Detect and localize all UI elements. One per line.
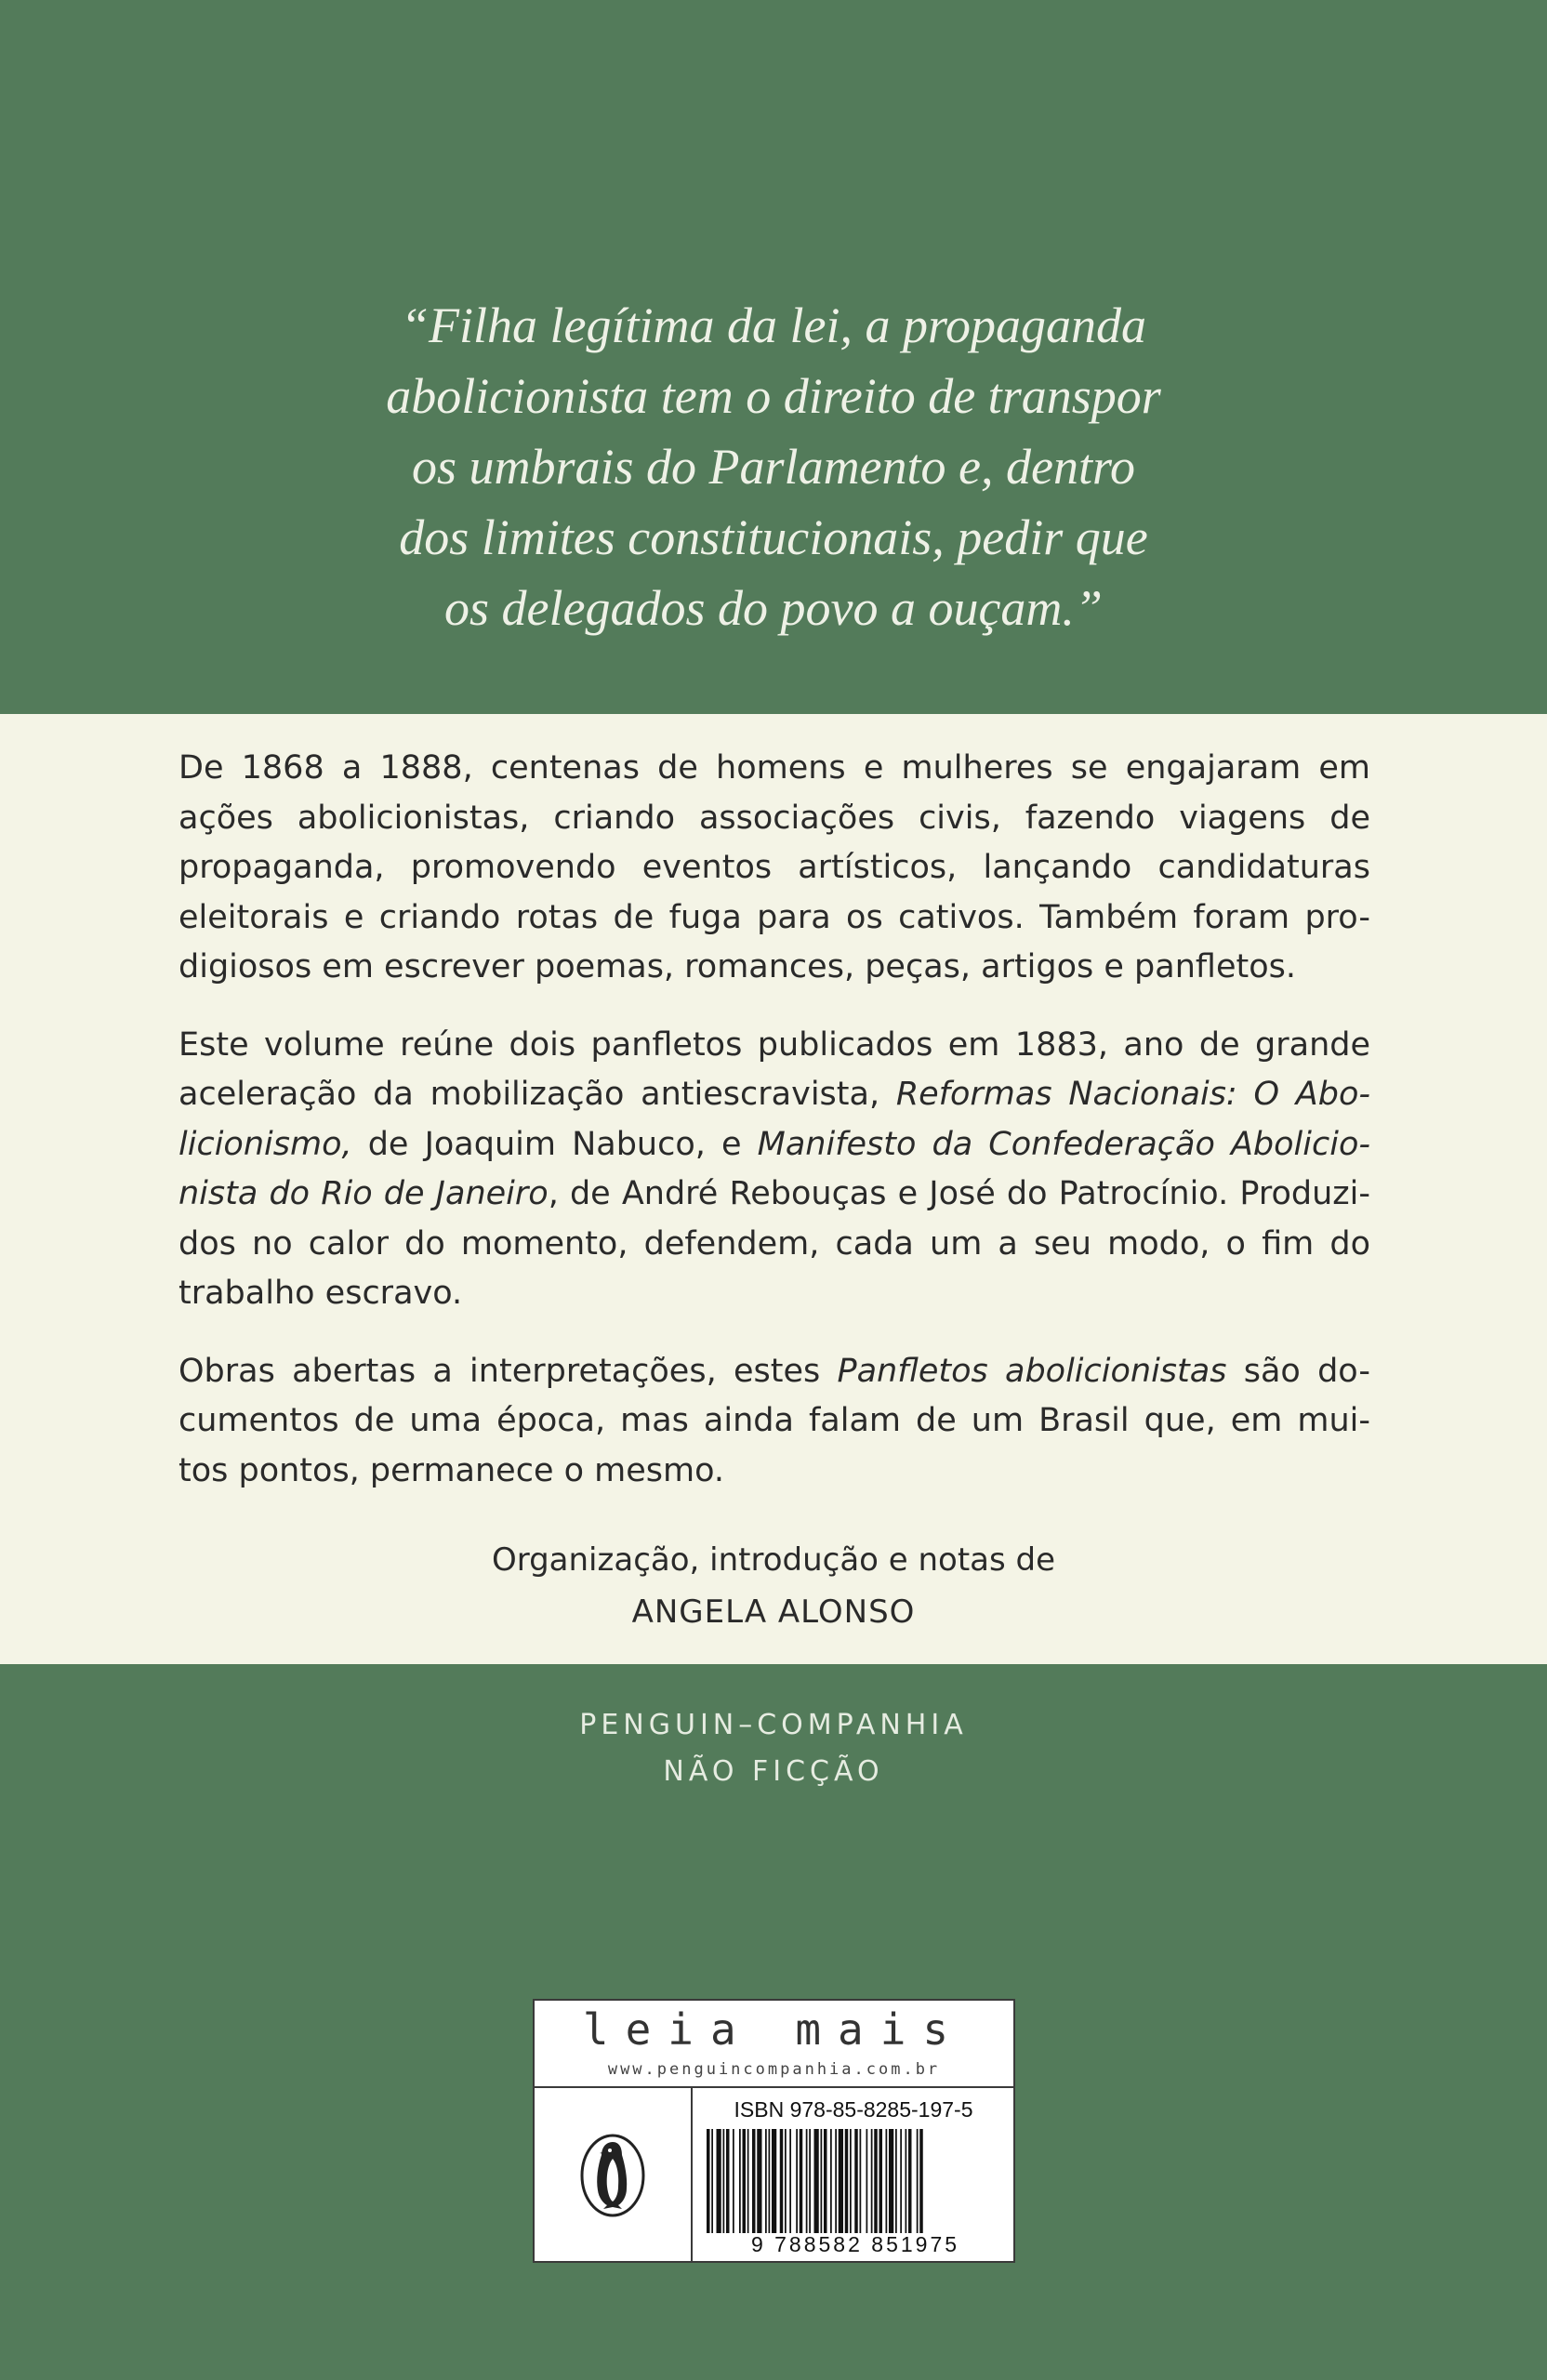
barcode-bar bbox=[726, 2129, 730, 2233]
text-line: Este volume reúne dois panfletos publicados em 1883, ano de grande bbox=[178, 1025, 1370, 1064]
barcode-bar bbox=[780, 2129, 784, 2233]
title-reformas-nacionais: Reformas Nacionais: O Abo- bbox=[895, 1076, 1370, 1113]
barcode-bar bbox=[717, 2129, 721, 2233]
description-paragraph-2 bbox=[178, 1021, 1370, 1319]
text-line: propaganda, promovendo eventos artísticos, lançando candidaturas bbox=[178, 849, 1370, 886]
text-line: tos pontos, permanece o mesmo. bbox=[178, 1451, 725, 1489]
barcode-bar bbox=[769, 2129, 771, 2233]
barcode-bar bbox=[860, 2129, 862, 2233]
barcode-bar bbox=[886, 2129, 888, 2233]
barcode-bar bbox=[821, 2129, 823, 2233]
barcode-bar bbox=[824, 2129, 827, 2233]
barcode-bar bbox=[871, 2129, 873, 2233]
barcode-bar bbox=[906, 2129, 907, 2233]
barcode-bar bbox=[785, 2129, 787, 2233]
publisher-url: www.penguincompanhia.com.br bbox=[607, 2060, 941, 2079]
barcode-bar bbox=[809, 2129, 811, 2233]
text-line bbox=[178, 1120, 1370, 1170]
book-description bbox=[178, 744, 1370, 1524]
penguin-logo-icon bbox=[579, 2133, 646, 2218]
isbn-label: ISBN 978-85-8285-197-5 bbox=[734, 2097, 973, 2122]
ean-digits: 9 788582 851975 bbox=[750, 2232, 960, 2256]
barcode-bar bbox=[845, 2129, 849, 2233]
text-run: , de André Rebouças e José do Patrocínio. Produzi- bbox=[548, 1175, 1371, 1212]
barcode-bar bbox=[723, 2129, 725, 2233]
text-run: aceleração da mobilização antiescravista, bbox=[178, 1076, 896, 1113]
text-line: ações abolicionistas, criando associações civis, fazendo viagens de bbox=[178, 799, 1370, 837]
barcode-bar bbox=[900, 2129, 902, 2233]
barcode-bar bbox=[866, 2129, 868, 2233]
barcode-bar bbox=[814, 2129, 819, 2233]
text-run: são do- bbox=[1226, 1352, 1370, 1390]
text-run: Obras abertas a interpretações, estes bbox=[178, 1352, 838, 1390]
barcode-bar bbox=[889, 2129, 893, 2233]
barcode-icon bbox=[705, 2129, 1006, 2233]
author-name: ANGELA ALONSO bbox=[631, 1593, 916, 1631]
barcode-bar bbox=[739, 2129, 741, 2233]
barcode-bar bbox=[733, 2129, 734, 2233]
description-paragraph-3 bbox=[178, 1347, 1370, 1497]
barcode-bar bbox=[830, 2129, 832, 2233]
pull-quote bbox=[355, 290, 1192, 643]
barcode-bar bbox=[839, 2129, 843, 2233]
barcode-bar bbox=[707, 2129, 710, 2233]
barcode-bar bbox=[919, 2129, 923, 2233]
barcode-bar bbox=[796, 2129, 798, 2233]
barcode-bar bbox=[711, 2129, 713, 2233]
quote-line: os umbrais do Parlamento e, dentro bbox=[412, 439, 1135, 495]
title-reformas-nacionais-cont: licionismo, bbox=[178, 1125, 352, 1163]
barcode-bar bbox=[747, 2129, 749, 2233]
barcode-bar bbox=[850, 2129, 852, 2233]
title-manifesto: Manifesto da Confederação Abolicio- bbox=[757, 1125, 1370, 1163]
text-line bbox=[178, 1070, 1370, 1120]
barcode-bar bbox=[835, 2129, 837, 2233]
leia-mais-title: leia mais bbox=[582, 2004, 966, 2055]
description-paragraph-1 bbox=[178, 744, 1370, 993]
quote-line: dos limites constitucionais, pedir que bbox=[399, 509, 1148, 565]
imprint-publisher: PENGUIN–COMPANHIA bbox=[579, 1709, 968, 1741]
text-line bbox=[178, 1170, 1370, 1220]
barcode-bar bbox=[879, 2129, 883, 2233]
barcode-bar bbox=[772, 2129, 776, 2233]
text-line: cumentos de uma época, mas ainda falam de um Brasil que, em mui- bbox=[178, 1402, 1370, 1439]
barcode-bar bbox=[895, 2129, 897, 2233]
quote-line: os delegados do povo a ouçam.” bbox=[444, 580, 1103, 636]
imprint-category: NÃO FICÇÃO bbox=[663, 1755, 884, 1788]
text-line: eleitorais e criando rotas de fuga para os cativos. Também foram pro- bbox=[178, 898, 1370, 936]
top-green-panel bbox=[0, 0, 1547, 714]
barcode-bar bbox=[752, 2129, 756, 2233]
text-line: De 1868 a 1888, centenas de homens e mulheres se engajaram em bbox=[178, 749, 1370, 787]
text-line bbox=[178, 1347, 1370, 1397]
barcode-bar bbox=[800, 2129, 803, 2233]
title-manifesto-cont: nista do Rio de Janeiro bbox=[178, 1175, 549, 1212]
quote-line: abolicionista tem o direito de transpor bbox=[386, 368, 1161, 424]
barcode-bar bbox=[806, 2129, 808, 2233]
text-line: digiosos em escrever poemas, romances, peças, artigos e panfletos. bbox=[178, 948, 1296, 985]
barcode-bar bbox=[757, 2129, 761, 2233]
barcode-bar bbox=[917, 2129, 919, 2233]
divider bbox=[535, 2086, 1013, 2088]
divider bbox=[691, 2088, 693, 2263]
barcode-bar bbox=[854, 2129, 858, 2233]
text-line: trabalho escravo. bbox=[178, 1275, 463, 1312]
barcode-bar bbox=[908, 2129, 912, 2233]
text-line: dos no calor do momento, defendem, cada um a seu modo, o fim do bbox=[178, 1224, 1370, 1263]
text-run: de Joaquim Nabuco, e bbox=[351, 1125, 758, 1163]
barcode-box bbox=[533, 1999, 1015, 2263]
barcode-bar bbox=[874, 2129, 878, 2233]
credits-label: Organização, introdução e notas de bbox=[491, 1541, 1056, 1579]
barcode-bar bbox=[765, 2129, 767, 2233]
quote-line: “Filha legítima da lei, a propaganda bbox=[401, 298, 1146, 353]
barcode-bar bbox=[789, 2129, 791, 2233]
title-panfletos: Panfletos abolicionistas bbox=[837, 1352, 1227, 1390]
barcode-bar bbox=[743, 2129, 747, 2233]
